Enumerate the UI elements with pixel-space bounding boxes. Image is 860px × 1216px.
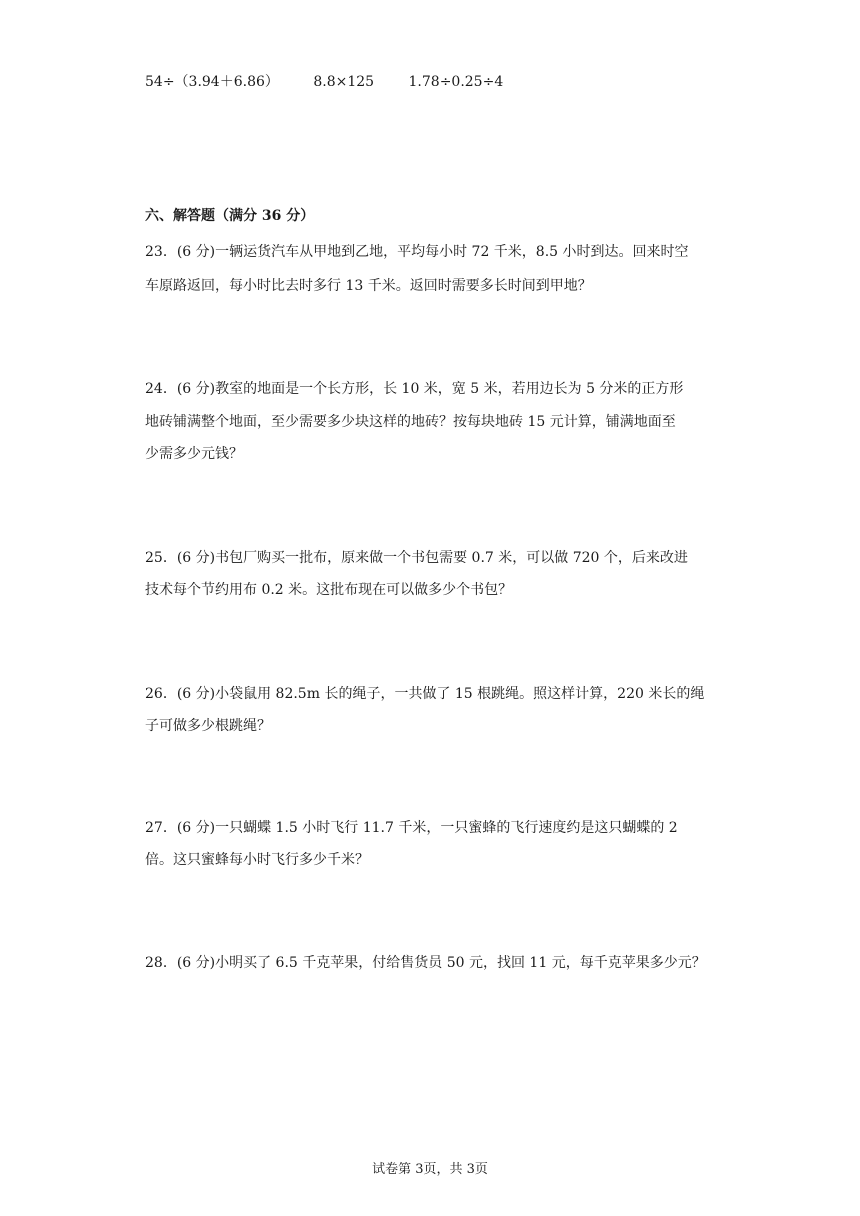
question-24-line-1: 24．(6 分)教室的地面是一个长方形，长 10 米，宽 5 米，若用边长为 5 分米的正方形 <box>145 381 684 397</box>
question-28-line-1: 28．(6 分)小明买了 6.5 千克苹果，付给售货员 50 元，找回 11 元，每千克苹果多少元？ <box>145 955 706 971</box>
page-footer: 试卷第 3页，共 3页 <box>372 1162 488 1177</box>
question-24-line-3: 少需多少元钱？ <box>145 446 243 462</box>
calculation-row <box>145 72 503 92</box>
calc-item-2: 8.8×125 <box>313 74 375 90</box>
question-23-line-1: 23．(6 分)一辆运货汽车从甲地到乙地，平均每小时 72 千米，8.5 小时到达。回来时空 <box>145 244 689 260</box>
question-25-line-1: 25．(6 分)书包厂购买一批布，原来做一个书包需要 0.7 米，可以做 720 个，后来改进 <box>145 550 688 566</box>
question-25-line-2: 技术每个节约用布 0.2 米。这批布现在可以做多少个书包？ <box>145 582 513 598</box>
question-26-line-2: 子可做多少根跳绳？ <box>145 718 271 734</box>
question-26-line-1: 26．(6 分)小袋鼠用 82.5m 长的绳子，一共做了 15 根跳绳。照这样计算，220 米长的绳 <box>145 686 705 702</box>
question-24-line-2: 地砖铺满整个地面，至少需要多少块这样的地砖？按每块地砖 15 元计算，铺满地面至 <box>145 414 676 430</box>
calc-item-1: 54÷（3.94＋6.86） <box>145 74 279 90</box>
section-title: 六、解答题（满分 36 分） <box>145 208 315 224</box>
question-27-line-2: 倍。这只蜜蜂每小时飞行多少千米？ <box>145 852 369 868</box>
question-27-line-1: 27．(6 分)一只蝴蝶 1.5 小时飞行 11.7 千米，一只蜜蜂的飞行速度约是这只蝴蝶的 2 <box>145 820 678 836</box>
question-23-line-2: 车原路返回，每小时比去时多行 13 千米。返回时需要多长时间到甲地？ <box>145 278 592 294</box>
calc-item-3: 1.78÷0.25÷4 <box>408 74 504 90</box>
